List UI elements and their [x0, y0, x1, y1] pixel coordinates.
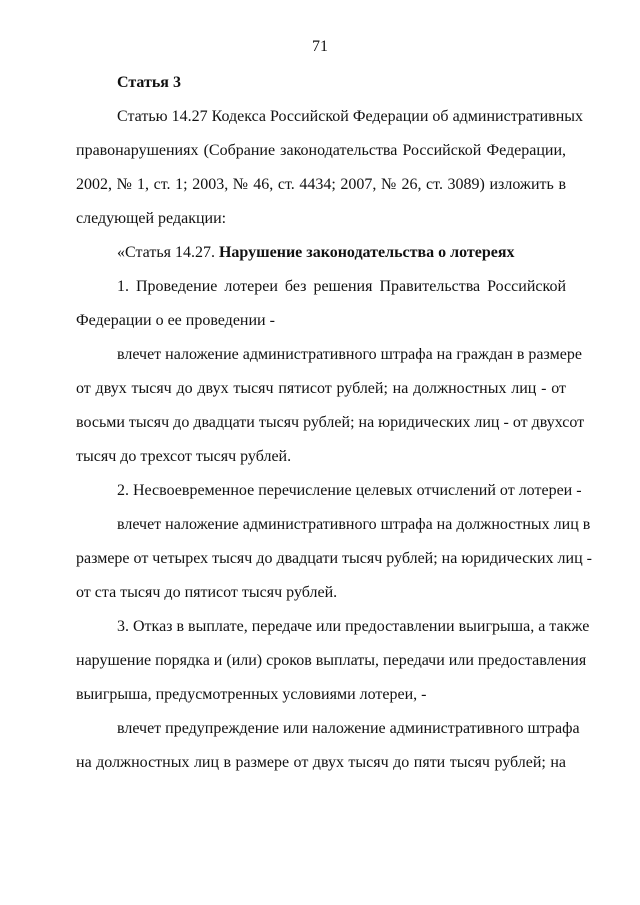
- text-line: 2002, № 1, ст. 1; 2003, № 46, ст. 4434; 2007, № 26, ст. 3089) изложить в: [76, 176, 566, 193]
- text-line: Статью 14.27 Кодекса Российской Федерации об административных: [117, 108, 584, 125]
- article-number: «Статья 14.27.: [117, 244, 219, 261]
- text-line: нарушение порядка и (или) сроков выплаты, передачи или предоставления: [76, 652, 587, 669]
- text-line: Федерации о ее проведении -: [76, 312, 275, 329]
- text-line: правонарушениях (Собрание законодательства Российской Федерации,: [76, 142, 566, 159]
- text-line: влечет наложение административного штрафа на граждан в размере: [117, 346, 582, 363]
- text-line: 3. Отказ в выплате, передаче или предоставлении выигрыша, а также: [117, 618, 590, 635]
- text-line: следующей редакции:: [76, 210, 227, 227]
- text-line: влечет предупреждение или наложение административного штрафа: [117, 720, 580, 737]
- text-line: размере от четырех тысяч до двадцати тысяч рублей; на юридических лиц -: [76, 550, 592, 567]
- text-line: на должностных лиц в размере от двух тысяч до пяти тысяч рублей; на: [76, 754, 566, 771]
- text-line: от двух тысяч до двух тысяч пятисот рублей; на должностных лиц - от: [76, 380, 566, 397]
- page-number: 71: [312, 38, 328, 55]
- text-line: 1. Проведение лотереи без решения Правительства Российской: [117, 278, 566, 295]
- article-title: Нарушение законодательства о лотереях: [218, 244, 515, 261]
- document-body: [76, 66, 592, 780]
- article-heading: Статья 3: [117, 74, 181, 91]
- article-title-line: [76, 236, 566, 270]
- text-line: тысяч до трехсот тысяч рублей.: [76, 448, 292, 465]
- text-line: влечет наложение административного штрафа на должностных лиц в: [117, 516, 591, 533]
- text-line: восьми тысяч до двадцати тысяч рублей; на юридических лиц - от двухсот: [76, 414, 585, 431]
- text-line: от ста тысяч до пятисот тысяч рублей.: [76, 584, 338, 601]
- text-line: 2. Несвоевременное перечисление целевых отчислений от лотереи -: [117, 482, 582, 499]
- text-line: выигрыша, предусмотренных условиями лотереи, -: [76, 686, 427, 703]
